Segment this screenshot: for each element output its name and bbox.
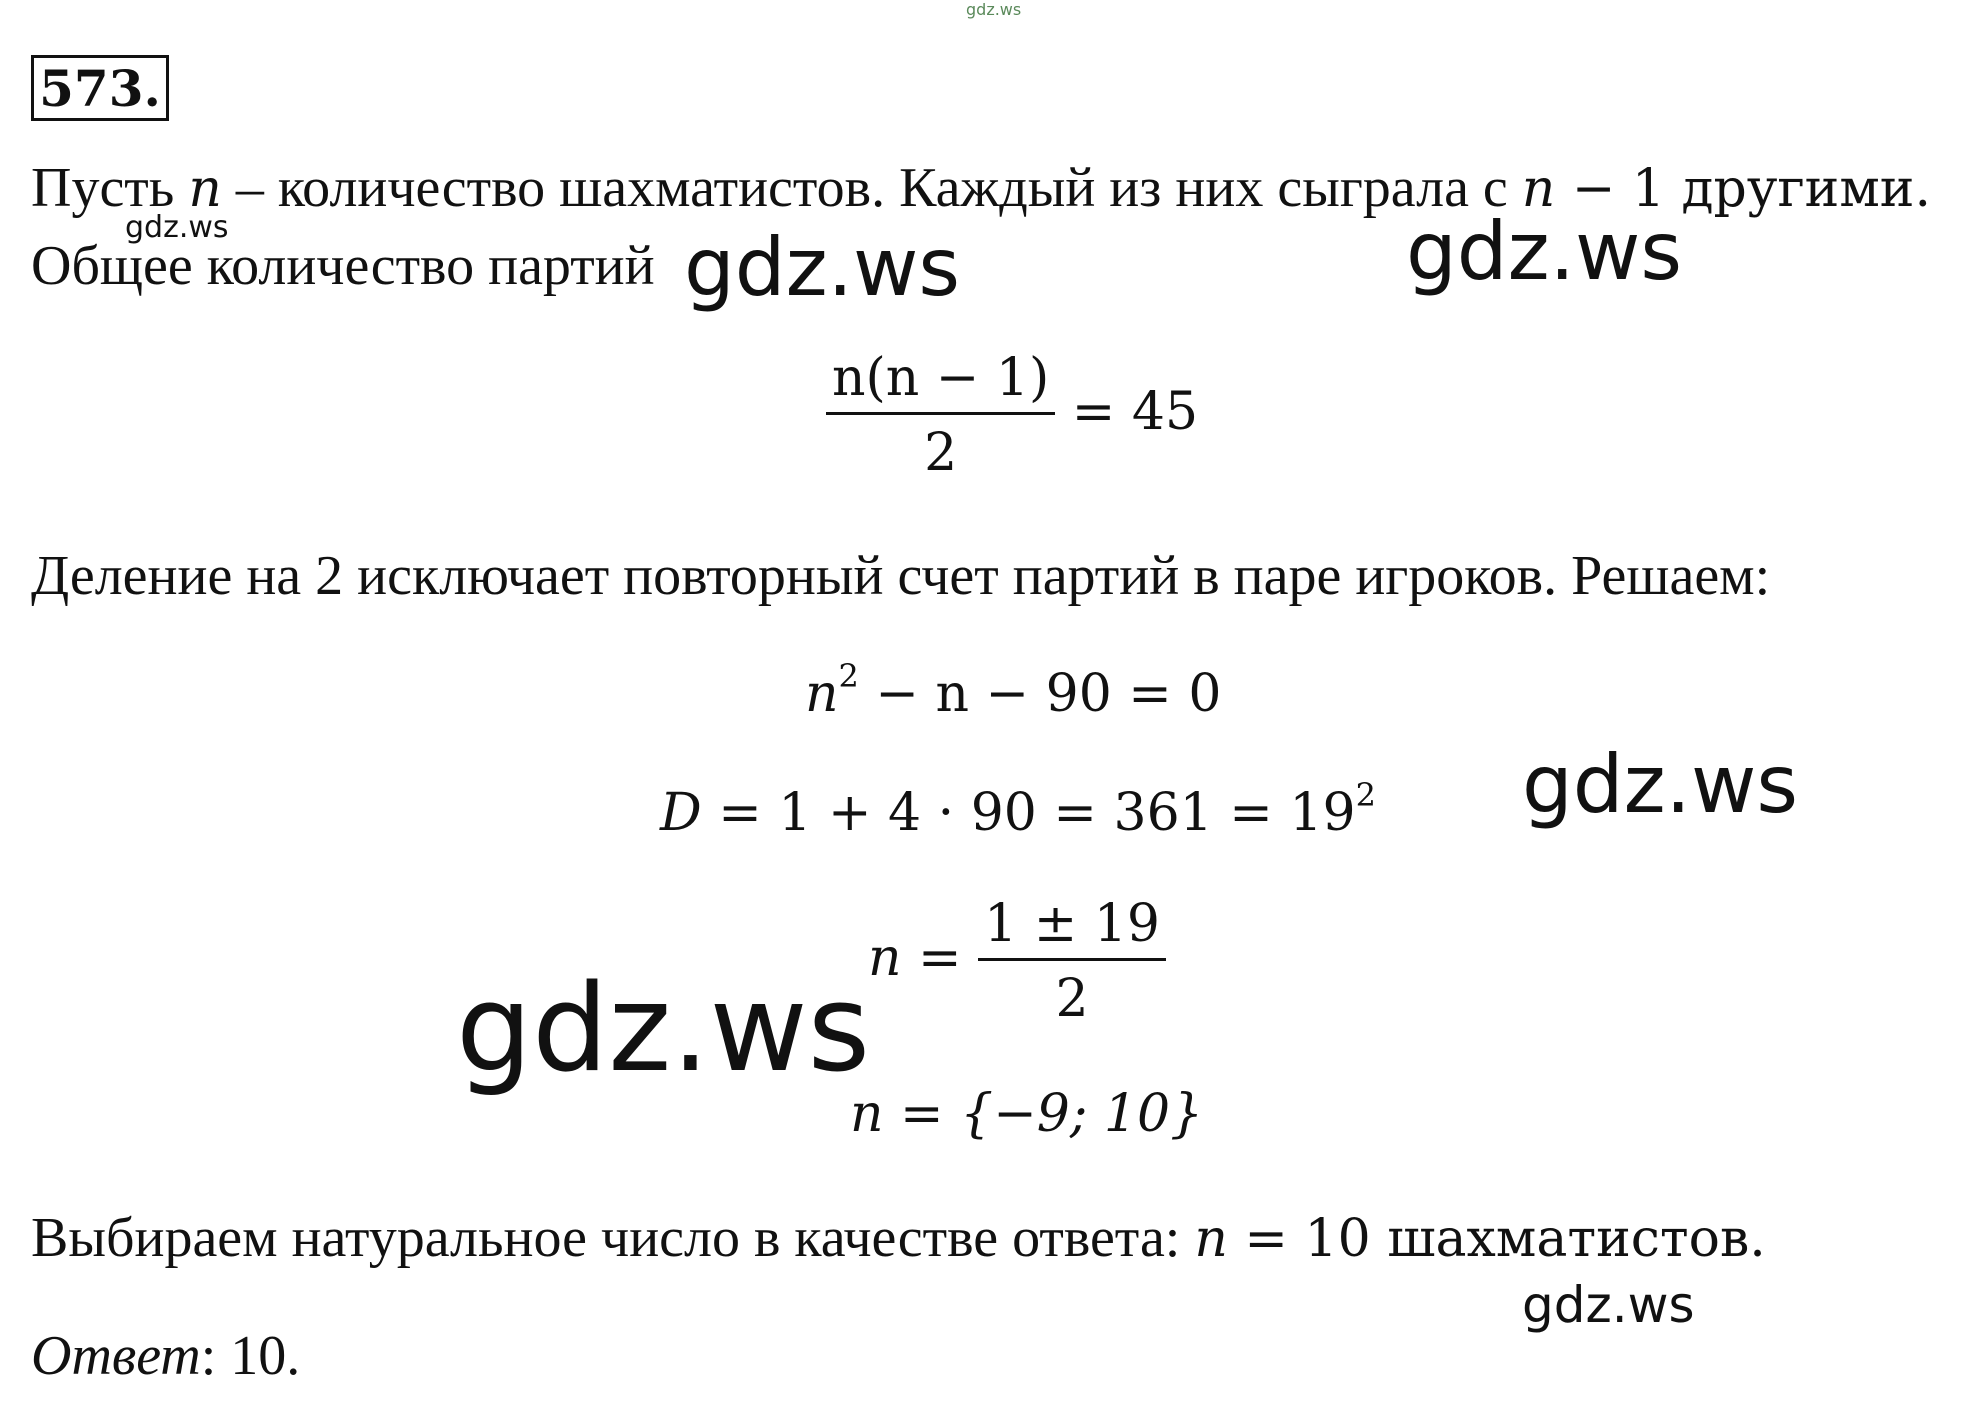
line4-part-a: Выбираем натуральное число в качестве ответа: — [31, 1207, 1195, 1269]
watermark-big-2: gdz.ws — [1406, 205, 1683, 298]
equation-5-text: n = {−9; 10} — [850, 1084, 1204, 1144]
line4-part-b: = 10 шахматистов. — [1227, 1209, 1766, 1269]
answer-line — [31, 1325, 301, 1387]
equation-2 — [805, 657, 1222, 724]
equation-3-mid: = 1 + 4 · 90 = 361 = 19 — [701, 783, 1356, 843]
equation-1 — [826, 348, 1199, 483]
fraction-1 — [826, 348, 1055, 483]
equation-1-rhs: = 45 — [1055, 382, 1199, 442]
watermark-big-1: gdz.ws — [684, 221, 961, 314]
var-n-2: n — [1521, 159, 1556, 219]
equation-4 — [868, 894, 1166, 1029]
line1-part-b: – количество шахматистов. Каждый из них сыграла с — [221, 157, 1522, 219]
equation-2-rest: − n − 90 = 0 — [858, 664, 1222, 724]
equation-3-D: D — [660, 783, 702, 843]
fraction-2-denominator: 2 — [1055, 969, 1089, 1029]
fraction-2 — [978, 894, 1166, 1029]
watermark-top: gdz.ws — [966, 0, 1022, 19]
equation-5 — [850, 1084, 1204, 1144]
answer-value: : 10. — [200, 1325, 301, 1387]
equation-3 — [660, 776, 1376, 843]
fraction-2-numerator: 1 ± 19 — [984, 894, 1161, 954]
answer-label: Ответ — [31, 1325, 201, 1387]
watermark-small: gdz.ws — [125, 210, 229, 245]
fraction-1-denominator: 2 — [924, 423, 958, 483]
watermark-big-3: gdz.ws — [1522, 738, 1799, 831]
line1-part-c: − 1 другими. — [1555, 159, 1931, 219]
watermark-huge: gdz.ws — [456, 960, 871, 1099]
line4-var-n: n — [1194, 1209, 1228, 1269]
text-line-4 — [31, 1207, 1766, 1269]
watermark-bottom: gdz.ws — [1522, 1276, 1695, 1334]
equation-2-exponent: 2 — [838, 657, 859, 695]
text-line-2: Общее количество партий — [31, 235, 655, 297]
var-n: n — [188, 159, 222, 219]
text-line-3: Деление на 2 исключает повторный счет партий в паре игроков. Решаем: — [31, 545, 1771, 607]
problem-number: 573. — [31, 55, 169, 121]
equation-3-exponent: 2 — [1355, 776, 1376, 814]
equation-2-n: n — [805, 664, 839, 724]
equation-4-lhs: n = — [868, 928, 979, 988]
line1-part-a: Пусть — [31, 157, 189, 219]
fraction-1-numerator: n(n − 1) — [832, 348, 1050, 408]
